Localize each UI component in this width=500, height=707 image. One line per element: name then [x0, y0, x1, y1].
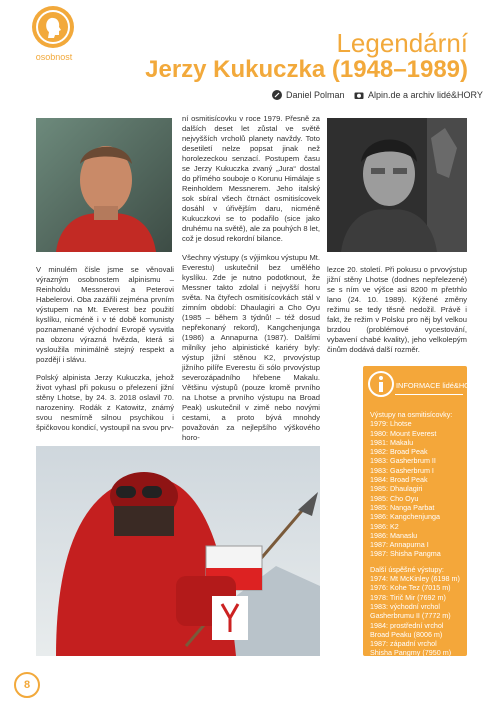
list-item: 1982: Broad Peak: [370, 447, 428, 457]
list-item: 1987: západní vrchol: [370, 639, 437, 649]
article-paragraph: Polský alpinista Jerzy Kukuczka, jehož život vyhasl při pokusu o přelezení jižní stěny Lhotse, by 24. 3. 2018 oslavil 70. narozeniny. Rodák z Katowitz, známý svou nesmírně silnou psychikou i špičkovou kondicí, vystoupil na svou prv-: [36, 373, 174, 432]
list-item: 1983: Gasherbrum I: [370, 465, 434, 475]
list-item: 1988: východní vrchol: [370, 657, 440, 667]
portrait-photo-bw: [327, 118, 467, 252]
list-item: 1986: Kangchenjunga: [370, 512, 440, 522]
list-item: 1984: Broad Peak: [370, 475, 428, 485]
article-column-left: [36, 265, 174, 441]
summit-photo: [36, 446, 320, 656]
page-title-line2: Jerzy Kukuczka (1948–1989): [145, 56, 468, 83]
list-item: 1986: Manaslu: [370, 530, 418, 540]
camera-icon: [354, 90, 364, 100]
list-item: 1987: Annapurna I: [370, 540, 429, 550]
list-heading: Další úspěšné výstupy:: [370, 564, 444, 574]
author-credit: [272, 90, 345, 100]
list-item: 1986: K2: [370, 521, 399, 531]
list-item: Gasherbrumu II (7772 m): [370, 611, 451, 621]
article-paragraph: V minulém čísle jsme se věnovali výrazným osobnostem alpinismu – Reinholdu Messnerovi a Peterovi Habelerovi. Oba zazářili zejména prvním výstupem na Mt. Everest bez použití kyslíku, nicméně i v té době komunisty poznamenané východní Evropě vysvitla na obzoru výrazná hvězda, která si vysloužila minimálně stejný respekt a pozdějí i slávu.: [36, 265, 174, 364]
list-item: 1985: Dhaulagiri: [370, 484, 423, 494]
article-column-mid: Všechny výstupy (s výjimkou výstupu Mt. Everestu) uskutečnil bez umělého kyslíku. Zde je nutno podotknout, že Messner takto zdolal i nejvyšší horu světa. Na čtyřech osmitisícovkách stál v zimním období: Dhaulagiri a Cho Oyu (1985 – během 3 týdnů! – též dosud nepřekonaný rekord), Kangchenjunga (1986) a Annapurna (1987). Dalšími milníky jeho alpinistické kariéry byly: výstup jižní stěnou K2, prvovýstup jižního pilíře Everestu či sólo prvovýstup severozápadního hřebene Makalu. Většinu výstupů (pouze kromě prvního na Lhotse a prvního výstupu na Broad Peak) uskutečnil v zimě nebo novými cestami, a proto bývá mnohdy považován za nejlepšího výškového horo-: [182, 253, 320, 442]
author-name: Daniel Polman: [286, 90, 345, 100]
list-item: 1984: prostřední vrchol: [370, 620, 444, 630]
list-item: 1985: Nanga Parbat: [370, 502, 435, 512]
profile-silhouette-icon: [32, 6, 74, 48]
list-item: 1976: Kohe Tez (7015 m): [370, 583, 451, 593]
portrait-photo-color: [36, 118, 172, 252]
list-item: 1983: východní vrchol: [370, 601, 440, 611]
section-label: osobnost: [35, 52, 73, 62]
list-item: 1979: Lhotse: [370, 419, 412, 429]
list-item: 1981: Makalu: [370, 437, 414, 447]
list-item: 1985: Cho Oyu: [370, 493, 419, 503]
page-title-line1: Legendární: [336, 28, 468, 58]
list-item: Annapurny (8010 m): [370, 667, 436, 677]
section-badge: [32, 6, 74, 48]
info-box-title: INFORMACE lidé&HORY: [396, 381, 481, 390]
list-item: Broad Peaku (8006 m): [370, 629, 443, 639]
photo-credit: [354, 90, 483, 100]
pen-icon: [272, 90, 282, 100]
list-item: 1978: Tirič Mir (7692 m): [370, 592, 446, 602]
list-item: 1987: Shisha Pangma: [370, 549, 441, 559]
article-column-mid-top: ní osmitisícovku v roce 1979. Přesně za dalších deset let zůstal ve světě nejvyšších vrcholů planety navždy. Toto desetiletí nelze popsat jinak než horolezeckou senzací. Postupem času se Jerzy Kukuczka zvaný „Jura“ dostal do přímého souboje o Korunu Himálaje s Reinholdem Messnerem. Jeho italský sok sbíral všech čtrnáct osmitisícovek dosáhl v úřivějším daru, nicméně Kukuczkovi se to podařilo (sice jako druhému na světě), ale za pouhých 8 let, což je dosud rekordní bilance.: [182, 114, 320, 243]
list-item: Shisha Pangmy (7950 m): [370, 648, 452, 658]
page-number: 8: [14, 672, 40, 698]
info-divider: [395, 394, 463, 396]
list-heading: Výstupy na osmitisícovky:: [370, 410, 453, 419]
list-item: 1983: Gasherbrum II: [370, 456, 436, 466]
list-item: 1980: Mount Everest: [370, 428, 437, 438]
article-column-right: lezce 20. století. Při pokusu o prvovýstup jižní stěny Lhotse (dodnes nepřelezené) se s ním ve výšce asi 8200 m přetrhlo lano (24. 10. 1989). Kýžené změny režimu se tedy těsně nedožil. Právě i fakt, že režim v Polsku pro něj byl velkou brzdou (problémové vycestování, vybavení chabé kvality), jeho velkolepým činům dodává další rozměr.: [327, 265, 467, 354]
list-item: 1974: Mt McKinley (6198 m): [370, 574, 460, 584]
info-icon: [367, 370, 395, 398]
photo-credit-text: Alpin.de a archiv lidé&HORY: [368, 90, 483, 100]
ascent-list: [370, 410, 464, 676]
